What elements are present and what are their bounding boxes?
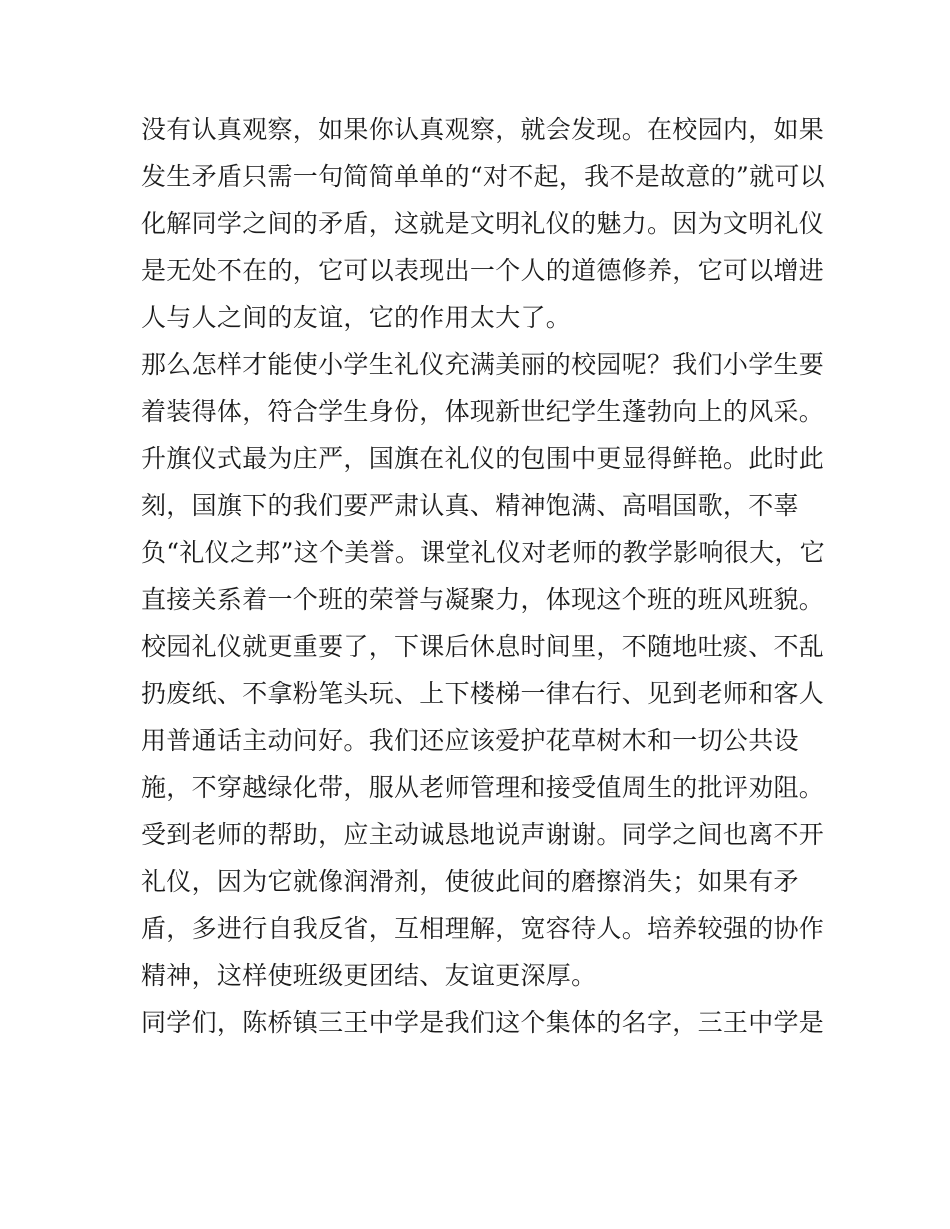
text-line: 礼仪，因为它就像润滑剂，使彼此间的磨擦消失；如果有矛 xyxy=(141,867,799,896)
text-line: 升旗仪式最为庄严，国旗在礼仪的包围中更显得鲜艳。此时此 xyxy=(141,444,825,473)
text-line: 直接关系着一个班的荣誉与凝聚力，体现这个班的班风班貌。 xyxy=(141,585,825,614)
text-line: 受到老师的帮助，应主动诚恳地说声谢谢。同学之间也离不开 xyxy=(141,820,825,849)
text-line: 盾，多进行自我反省，互相理解，宽容待人。培养较强的协作 xyxy=(141,914,825,943)
body-text xyxy=(141,106,825,1046)
text-line: 刻，国旗下的我们要严肃认真、精神饱满、高唱国歌，不辜 xyxy=(141,491,799,520)
text-line: 人与人之间的友谊，它的作用太大了。 xyxy=(141,303,572,332)
text-line: 扔废纸、不拿粉笔头玩、上下楼梯一律右行、见到老师和客人 xyxy=(141,679,825,708)
text-line: 负“礼仪之邦”这个美誉。课堂礼仪对老师的教学影响很大，它 xyxy=(141,538,825,567)
text-line: 化解同学之间的矛盾，这就是文明礼仪的魅力。因为文明礼仪 xyxy=(141,209,825,238)
text-line: 用普通话主动问好。我们还应该爱护花草树木和一切公共设 xyxy=(141,726,799,755)
text-line: 没有认真观察，如果你认真观察，就会发现。在校园内，如果 xyxy=(141,115,825,144)
text-line: 着装得体，符合学生身份，体现新世纪学生蓬勃向上的风采。 xyxy=(141,397,825,426)
text-line: 校园礼仪就更重要了，下课后休息时间里，不随地吐痰、不乱 xyxy=(141,632,825,661)
text-line: 那么怎样才能使小学生礼仪充满美丽的校园呢？我们小学生要 xyxy=(141,350,825,379)
text-line: 发生矛盾只需一句简简单单的“对不起，我不是故意的”就可以 xyxy=(141,162,825,191)
text-line: 是无处不在的，它可以表现出一个人的道德修养，它可以增进 xyxy=(141,256,825,285)
text-line: 同学们，陈桥镇三王中学是我们这个集体的名字，三王中学是 xyxy=(141,1008,825,1037)
text-line: 精神，这样使班级更团结、友谊更深厚。 xyxy=(141,961,597,990)
text-line: 施，不穿越绿化带，服从老师管理和接受值周生的批评劝阻。 xyxy=(141,773,825,802)
